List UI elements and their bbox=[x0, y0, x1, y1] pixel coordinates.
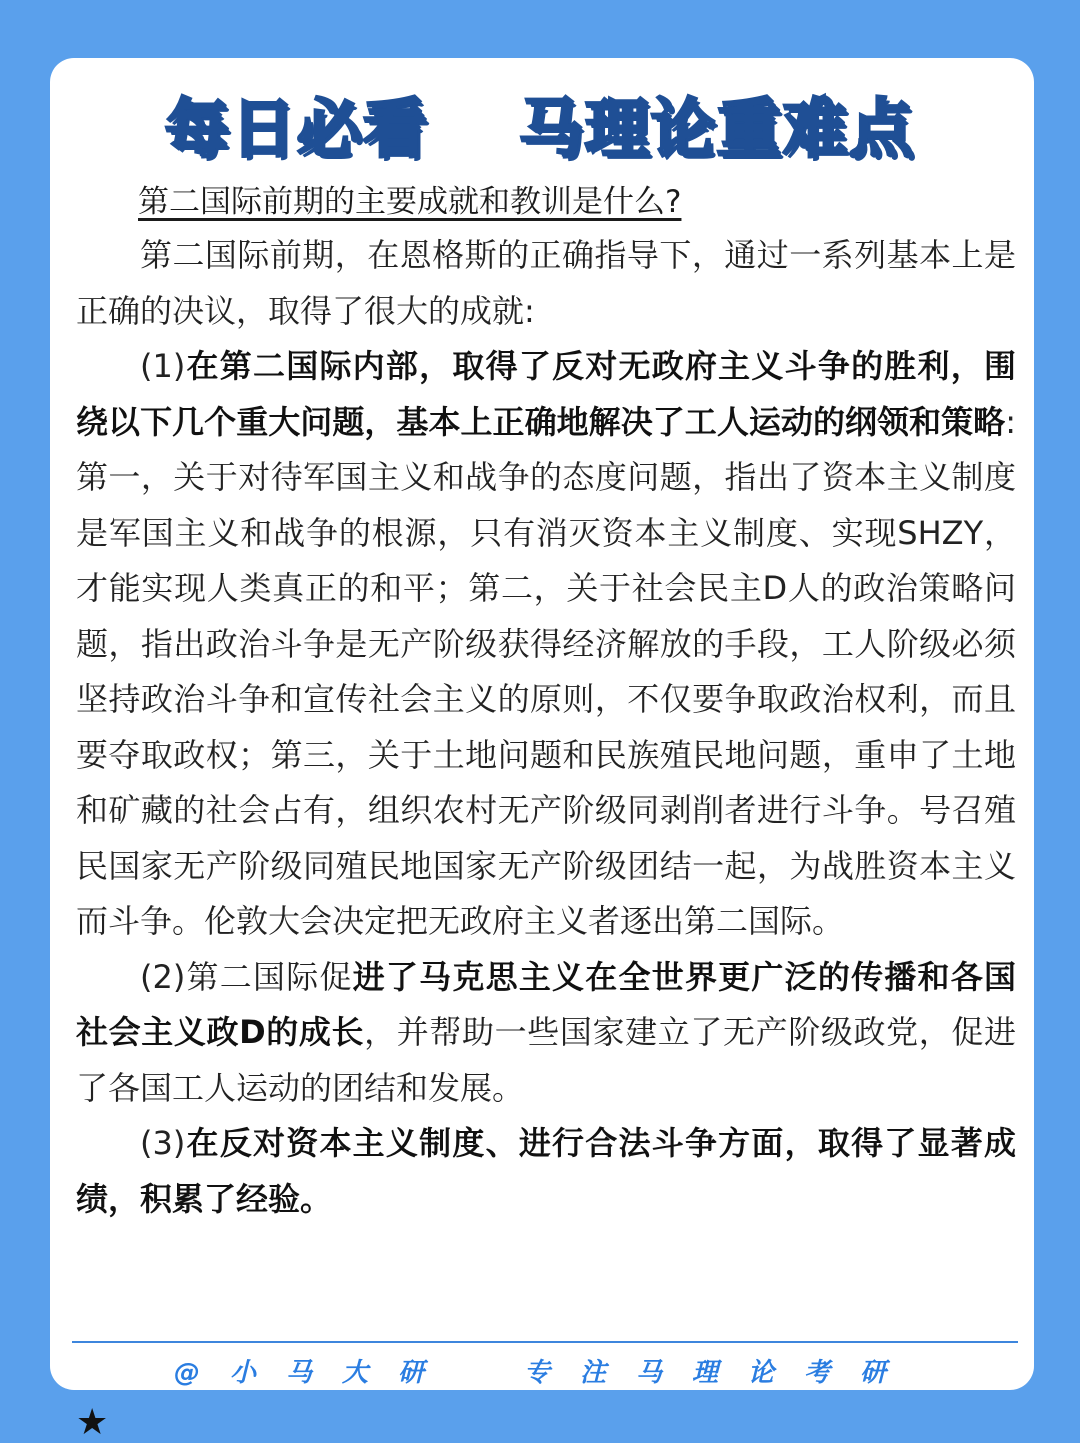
footer-banner bbox=[70, 1350, 1020, 1390]
article-body bbox=[76, 176, 1016, 1227]
point-1-rest: : 第一，关于对待军国主义和战争的态度问题，指出了资本主义制度是军国主义和战争的根源，只有消灭资本主义制度、实现SHZY，才能实现人类真正的和平；第二，关于社会民主D人的政治策略问题，指出政治斗争是无产阶级获得经济解放的手段，工人阶级必须坚持政治斗争和宣传社会主义的原则，不仅要争取政治权利，而且要夺取政权；第三，关于土地问题和民族殖民地问题，重申了土地和矿藏的社会占有，组织农村无产阶级同剥削者进行斗争。号召殖民国家无产阶级同殖民地国家无产阶级团结一起，为战胜资本主义而斗争。伦敦大会决定把无政府主义者逐出第二国际。 bbox=[76, 402, 1016, 940]
question-heading: 第二国际前期的主要成就和教训是什么? bbox=[138, 184, 682, 220]
point-3-number: (3) bbox=[140, 1124, 186, 1162]
point-2-bold: 进了马克思主义在全世界更广泛的传播和各国社会主义政D的成长 bbox=[76, 957, 1016, 1051]
point-1-number: (1) bbox=[140, 347, 186, 385]
point-2-number: (2) bbox=[140, 957, 186, 996]
point-3-paragraph bbox=[76, 1116, 1016, 1227]
footer-divider bbox=[72, 1341, 1018, 1343]
point-1-bold: 在第二国际内部，取得了反对无政府主义斗争的胜利，围绕以下几个重大问题，基本上正确地解决了工人运动的纲领和策略 bbox=[76, 347, 1016, 441]
intro-paragraph: 第二国际前期，在恩格斯的正确指导下，通过一系列基本上是正确的决议，取得了很大的成就: bbox=[76, 236, 1016, 330]
header-left-title: 每日必看 bbox=[165, 93, 429, 167]
header-right-title: 马理论重难点 bbox=[519, 93, 915, 167]
star-icon: ★ bbox=[76, 1402, 109, 1443]
point-2-rest: ，并帮助一些国家建立了无产阶级政党，促进了各国工人运动的团结和发展。 bbox=[76, 1013, 1016, 1107]
point-2-pre: 第二国际促 bbox=[185, 957, 353, 996]
footer-left-text: @小马大研 bbox=[173, 1357, 454, 1388]
page-header bbox=[0, 78, 1080, 170]
point-1-paragraph bbox=[76, 339, 1016, 950]
point-2-paragraph bbox=[76, 950, 1016, 1117]
footer-right-text: 专注马理论考研 bbox=[524, 1357, 917, 1388]
point-3-bold: 在反对资本主义制度、进行合法斗争方面，取得了显著成绩，积累了经验。 bbox=[76, 1124, 1016, 1218]
